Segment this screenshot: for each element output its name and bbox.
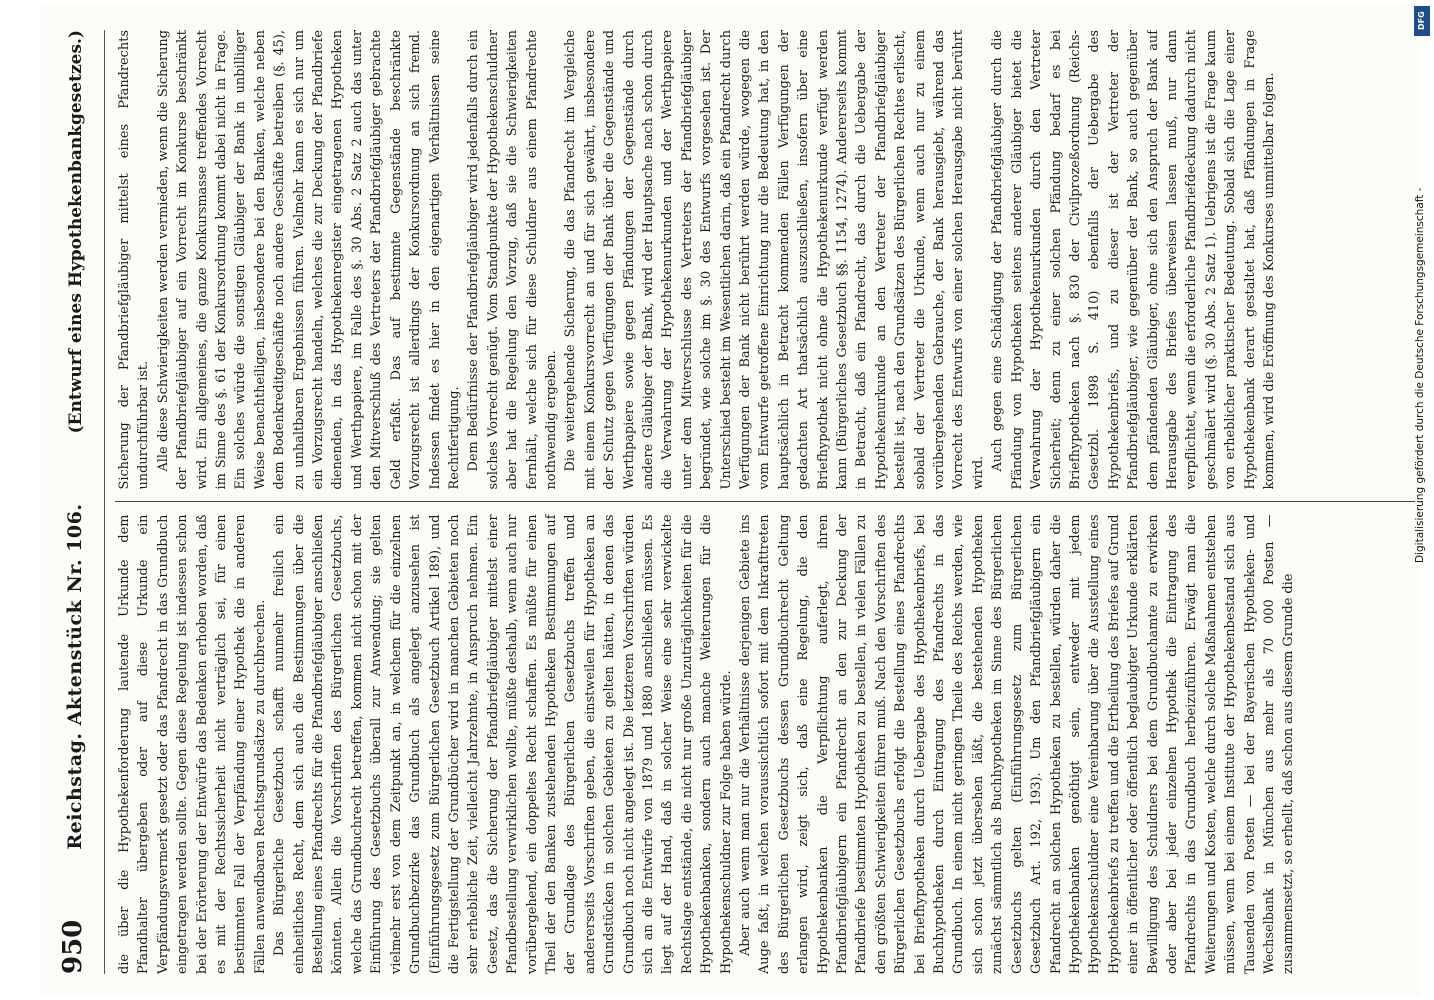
paragraph: Alle diese Schwierigkeiten werden vermieden, wenn die Sicherung der Pfandbriefgläubiger auf ein Vorrecht im Konkurse beschränkt wird. Ein allgemeines, die ganze Konkursmasse treffendes Vorrecht im Sinne des §. 61 der Konkursordnung kommt dabei nicht in Frage. Ein solches würde die sonstigen Gläubiger der Bank in unbilliger Weise benachtheiligen, insbesondere bei den Banken, welche neben dem Bodenkreditgeschäfte noch andere Geschäfte betreiben (§. 45), zu unhaltbaren Ergebnissen führen. Vielmehr kann es sich nur um ein Vorzugsrecht handeln, welches die zur Deckung der Pfandbriefe dienenden, in das Hypothekenregister eingetragenen Hypotheken und Werthpapiere, im Falle des §. 30 Abs. 2 Satz 2 auch das unter den Mitverschluß des Vertreters der Pfandbriefgläubiger gebrachte Geld erfaßt. Das auf bestimmte Gegenstände beschränkte Vorzugsrecht ist allerdings der Konkursordnung an sich fremd. Indessen findet es hier in den eigenartigen Verhältnissen seine Rechtfertigung. <box>155 30 462 490</box>
rotated-page <box>40 4 1420 996</box>
paragraph: Sicherung der Pfandbriefgläubiger mittelst eines Pfandrechts undurchführbar ist. <box>117 30 152 490</box>
paragraph: Dem Bedürfnisse der Pfandbriefgläubiger wird jedenfalls durch ein solches Vorrecht genügt. Vom Standpunkte der Hypothekenschuldner aber hat die Regelung den Vorzug, daß sie die Schwierigkeiten fernhält, welche sich für diese Schuldner aus einem Pfandrechte nothwendig ergeben. <box>466 30 559 490</box>
left-column <box>115 515 1415 975</box>
page-header <box>58 30 105 974</box>
digitization-credit <box>1408 4 1434 564</box>
text-columns <box>115 30 1415 974</box>
paragraph: Das Bürgerliche Gesetzbuch schafft nunmehr freilich ein einheitliches Recht, dem sich auch die Bestimmungen über die Bestellung eines Pfandrechts für die Pfandbriefgläubiger anschließen könnten. Allein die Vorschriften des Bürgerlichen Gesetzbuchs, welche das Grundbuchrecht betreffen, kommen nicht schon mit der Einführung des Gesetzbuchs überall zur Anwendung; sie gelten vielmehr erst von dem Zeitpunkt an, in welchem für die einzelnen Grundbuchbezirke das Grundbuch als angelegt anzusehen ist (Einführungsgesetz zum Bürgerlichen Gesetzbuch Artikel 189), und die Fertigstellung der Grundbücher wird in manchen Gebieten noch sehr erhebliche Zeit, vielleicht Jahrzehnte, in Anspruch nehmen. Ein Gesetz, das die Sicherung der Pfandbriefgläubiger mittelst einer Pfandbestellung verwirklichen wollte, müßte deshalb, wenn auch nur vorübergehend, ein doppeltes Recht schaffen. Es müßte für einen Theil der den Banken zustehenden Hypotheken Bestimmungen auf der Grundlage des Bürgerlichen Gesetzbuchs treffen und andererseits Vorschriften geben, die einstweilen für Hypotheken an Grundstücken in solchen Gebieten zu gelten hätten, in denen das Grundbuch noch nicht angelegt ist. Die letzteren Vorschriften würden sich an die Entwürfe von 1879 und 1880 anschließen müssen. Es liegt auf der Hand, daß in solcher Weise eine sehr verwickelte Rechtslage entstände, die nicht nur große Unzuträglichkeiten für die Hypothekenbanken, sondern auch manche Weiterungen für die Hypothekenschuldner zur Folge haben würde. <box>272 514 734 974</box>
right-column <box>115 30 1415 490</box>
column-divider <box>115 502 1415 503</box>
paragraph: Aber auch wenn man nur die Verhältnisse derjenigen Gebiete ins Auge faßt, in welchen voraussichtlich sofort mit dem Inkrafttreten des Bürgerlichen Gesetzbuchs dessen Grundbuchrecht Geltung erlangen wird, zeigt sich, daß eine Regelung, die den Hypothekenbanken die Verpflichtung auferlegt, ihren Pfandbriefgläubigern ein Pfandrecht an den zur Deckung der Pfandbriefe bestimmten Hypotheken zu bestellen, in vielen Fällen zu den größten Schwierigkeiten führen muß. Nach den Vorschriften des Bürgerlichen Gesetzbuchs erfolgt die Bestellung eines Pfandrechts bei Briefhypotheken durch Uebergabe des Hypothekenbriefs, bei Buchhypotheken durch Eintragung des Pfandrechts in das Grundbuch. In einem nicht geringen Theile des Reichs werden, wie sich schon jetzt übersehen läßt, die bestehenden Hypotheken zunächst sämmtlich als Buchhypotheken im Sinne des Bürgerlichen Gesetzbuchs gelten (Einführungsgesetz zum Bürgerlichen Gesetzbuch Art. 192, 193). Um den Pfandbriefgläubigern ein Pfandrecht an solchen Hypotheken zu bestellen, würden daher die Hypothekenbanken genöthigt sein, entweder mit jedem Hypothekenschuldner eine Vereinbarung über die Ausstellung eines Hypothekenbriefs zu treffen und die Ertheilung des Briefes auf Grund einer in öffentlicher oder öffentlich beglaubigter Urkunde erklärten Bewilligung des Schuldners bei dem Grundbuchamte zu erwirken oder aber bei jeder einzelnen Hypothek die Eintragung des Pfandrechts in das Grundbuch herbeizuführen. Erwägt man die Weiterungen und Kosten, welche durch solche Maßnahmen entstehen müssen, wenn bei einem Institute der Hypothekenbestand sich aus Tausenden von Posten — bei der Bayerischen Hypotheken- und Wechselbank in München aus mehr als 70 000 Posten — zusammensetzt, so erhellt, daß schon aus diesem Grunde die <box>738 514 1297 974</box>
credit-text: Digitalisierung gefördert durch die Deutsche Forschungsgemeinschaft - <box>1414 187 1426 563</box>
paragraph: Auch gegen eine Schädigung der Pfandbriefgläubiger durch die Pfändung von Hypotheken seitens anderer Gläubiger bietet die Verwahrung der Hypothekenurkunden durch den Vertreter Sicherheit; denn zu einer solchen Pfändung bedarf es bei Briefhypotheken nach §. 830 der Civilprozeßordnung (Reichs-Gesetzbl. 1898 S. 410) ebenfalls der Uebergabe des Hypothekenbriefs, und zu dieser ist der Vertreter der Pfandbriefgläubiger, wie gegenüber der Bank, so auch gegenüber dem pfändenden Gläubiger, ohne sich den Anspruch der Bank auf Herausgabe des Briefes überweisen lassen muß, nur dann verpflichtet, wenn die erforderliche Pfandbriefdeckung dadurch nicht geschmälert wird (§. 30 Abs. 2 Satz 1). Uebrigens ist die Frage kaum von erheblicher praktischer Bedeutung. Sobald sich die Lage einer Hypothekenbank derart gestaltet hat, daß Pfändungen in Frage kommen, wird die Eröffnung des Konkurses unmittelbar folgen. <box>990 30 1277 490</box>
scanned-page <box>40 4 1420 996</box>
page-number: 950 <box>58 919 88 974</box>
paragraph: die über die Hypothekenforderung lautende Urkunde dem Pfandhalter übergeben oder auf diese Urkunde ein Verpfändungsvermerk gesetzt oder das Pfandrecht in das Grundbuch eingetragen werden sollte. Gegen diese Regelung ist indessen schon bei der Erörterung der Entwürfe das Bedenken erhoben worden, daß es mit der Rechtssicherheit nicht verträglich sei, für einen bestimmten Fall der Verpfändung einer Hypothek die in anderen Fällen anwendbaren Rechtsgrundsätze zu durchbrechen. <box>117 514 268 974</box>
document-subject: (Entwurf eines Hypothekenbankgesetzes.) <box>66 30 86 434</box>
running-head: Reichstag. Aktenstück Nr. 106. <box>64 503 86 850</box>
dfg-logo: DFG <box>1414 6 1430 36</box>
paragraph: Die weitergehende Sicherung, die das Pfandrecht im Vergleiche mit einem Konkursvorrecht an und für sich gewährt, insbesondere der Schutz gegen Verfügungen der Bank über die Gegenstände und Werthpapiere sowie gegen Pfändungen der Gegenstände durch andere Gläubiger der Bank, wird der Hauptsache nach schon durch die Verwahrung der Hypothekenurkunden und der Werthpapiere unter dem Mitverschlusse des Vertreters der Pfandbriefgläubiger begründet, wie solche im §. 30 des Entwurfs vorgesehen ist. Der Unterschied besteht im Wesentlichen darin, daß ein Pfandrecht durch Verfügungen der Bank nicht berührt werden würde, wogegen die vom Entwurfe getroffene Einrichtung nur die Bedeutung hat, in den hauptsächlich in Betracht kommenden Fällen Verfügungen der gedachten Art thatsächlich auszuschließen, insofern über eine Briefhypothek nicht ohne die Hypothekenurkunde verfügt werden kann (Bürgerliches Gesetzbuch §§. 1154, 1274). Andererseits kommt in Betracht, daß ein Pfandrecht, das durch die Uebergabe der Hypothekenurkunde an den Vertreter der Pfandbriefgläubiger bestellt ist, nach den Grundsätzen des Bürgerlichen Rechtes erlischt, sobald der Vertreter die Urkunde, wenn auch nur zu einem vorübergehenden Gebrauche, der Bank herausgiebt, während das Vorrecht des Entwurfs von einer solchen Herausgabe nicht berührt wird. <box>563 30 986 490</box>
